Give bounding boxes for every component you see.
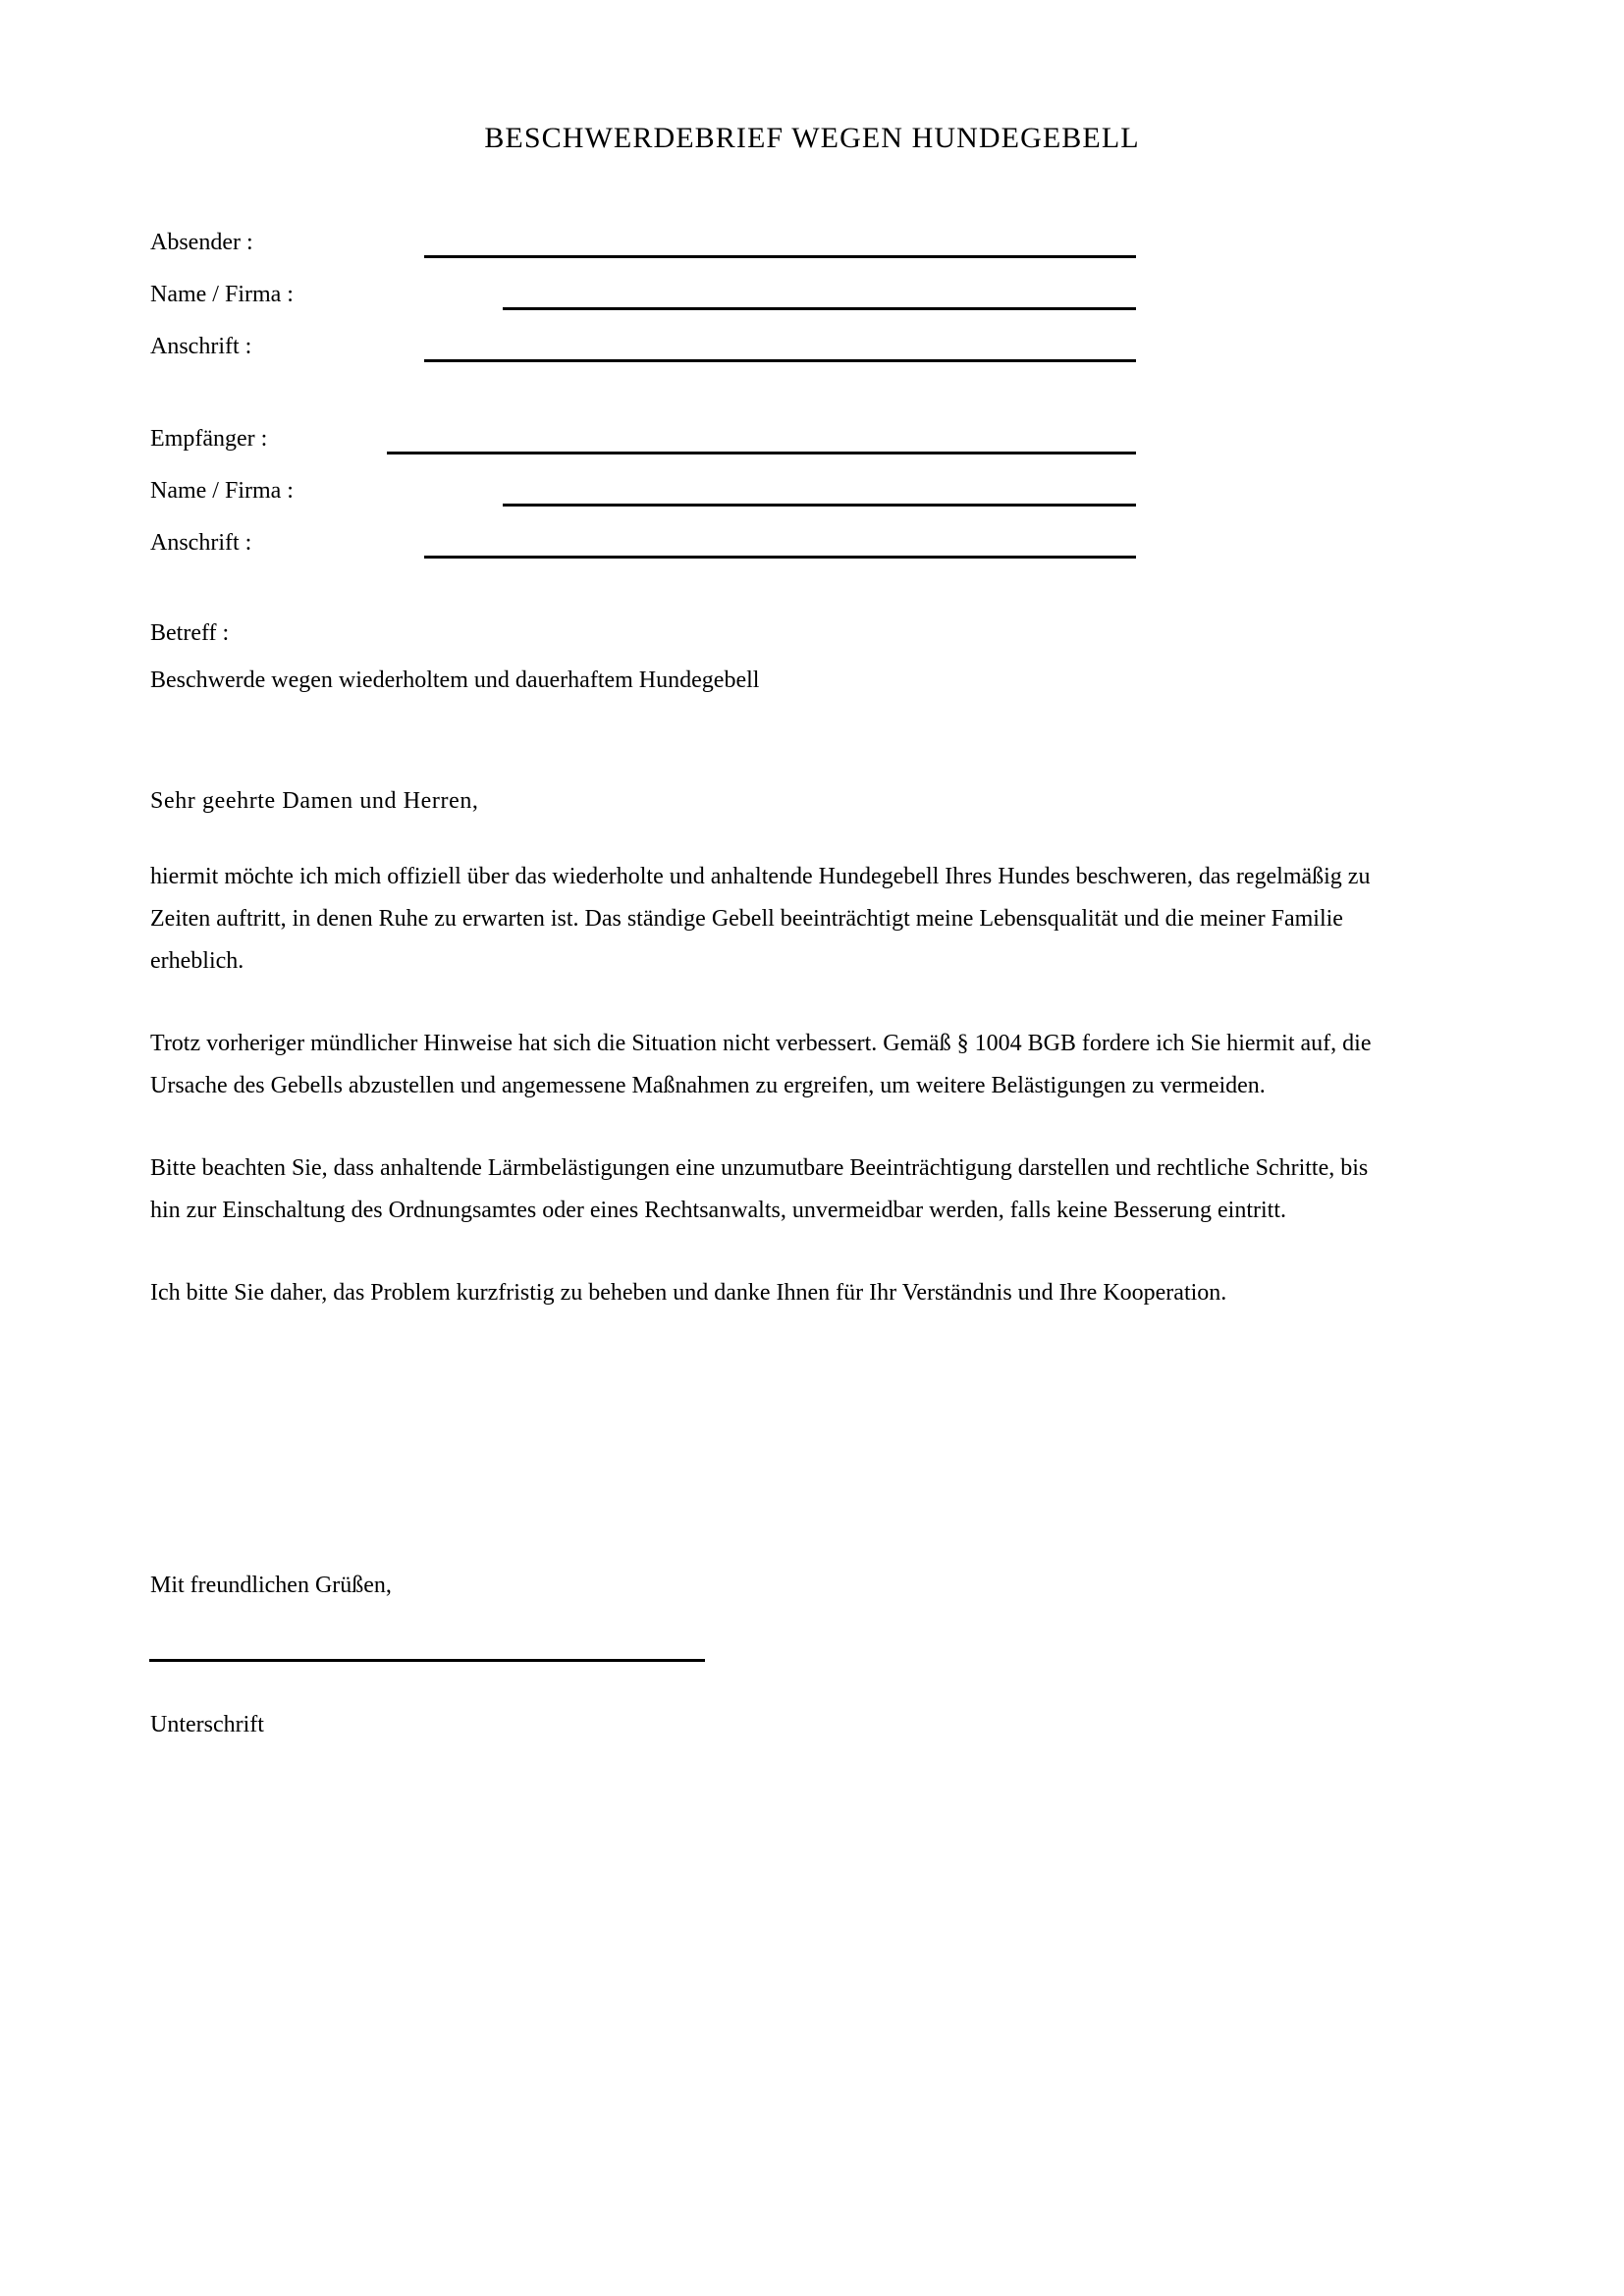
subject-label: Betreff :	[150, 620, 230, 646]
signature-label: Unterschrift	[150, 1712, 264, 1737]
body-paragraph-1: hiermit möchte ich mich offiziell über das wiederholte und anhaltende Hundegebell Ihres Hundes beschweren, das regelmäßig zu Zeiten auftritt, in denen Ruhe zu erwarten ist. Das ständige Gebell beeinträchtigt meine Lebensqualität und die meiner Familie erheblich.	[150, 864, 1371, 974]
recipient-address-input-line[interactable]	[424, 556, 1136, 559]
sender-address-input-line[interactable]	[424, 359, 1136, 362]
closing-line: Mit freundlichen Grüßen,	[150, 1573, 392, 1598]
body-paragraph-3: Bitte beachten Sie, dass anhaltende Lärmbelästigungen eine unzumutbare Beeinträchtigung darstellen und rechtliche Schritte, bis hin zur Einschaltung des Ordnungsamtes oder eines Rechtsanwalts, unvermeidbar werden, falls keine Besserung eintritt.	[150, 1155, 1369, 1223]
sender-name-input-line[interactable]	[503, 307, 1136, 310]
recipient-name-label: Name / Firma :	[150, 478, 294, 504]
signature-line[interactable]	[149, 1659, 705, 1662]
sender-address-label: Anschrift :	[150, 334, 252, 359]
sender-input-line[interactable]	[424, 255, 1136, 258]
sender-label: Absender :	[150, 230, 253, 255]
recipient-address-label: Anschrift :	[150, 530, 252, 556]
recipient-name-input-line[interactable]	[503, 504, 1136, 507]
recipient-label: Empfänger :	[150, 426, 268, 452]
letter-body	[150, 785, 1395, 1314]
recipient-input-line[interactable]	[387, 452, 1136, 454]
body-paragraph-4: Ich bitte Sie daher, das Problem kurzfristig zu beheben und danke Ihnen für Ihr Verständnis und Ihre Kooperation.	[150, 1280, 1227, 1306]
subject-text: Beschwerde wegen wiederholtem und dauerhaftem Hundegebell	[150, 667, 760, 693]
salutation: Sehr geehrte Damen und Herren,	[150, 788, 479, 814]
page-title: BESCHWERDEBRIEF WEGEN HUNDEGEBELL	[484, 122, 1140, 154]
subject-block	[150, 618, 1446, 695]
sender-name-label: Name / Firma :	[150, 282, 294, 307]
body-paragraph-2: Trotz vorheriger mündlicher Hinweise hat sich die Situation nicht verbessert. Gemäß § 1004 BGB fordere ich Sie hiermit auf, die Ursache des Gebells abzustellen und angemessene Maßnahmen zu ergreifen, um weitere Belästigungen zu vermeiden.	[150, 1031, 1372, 1098]
